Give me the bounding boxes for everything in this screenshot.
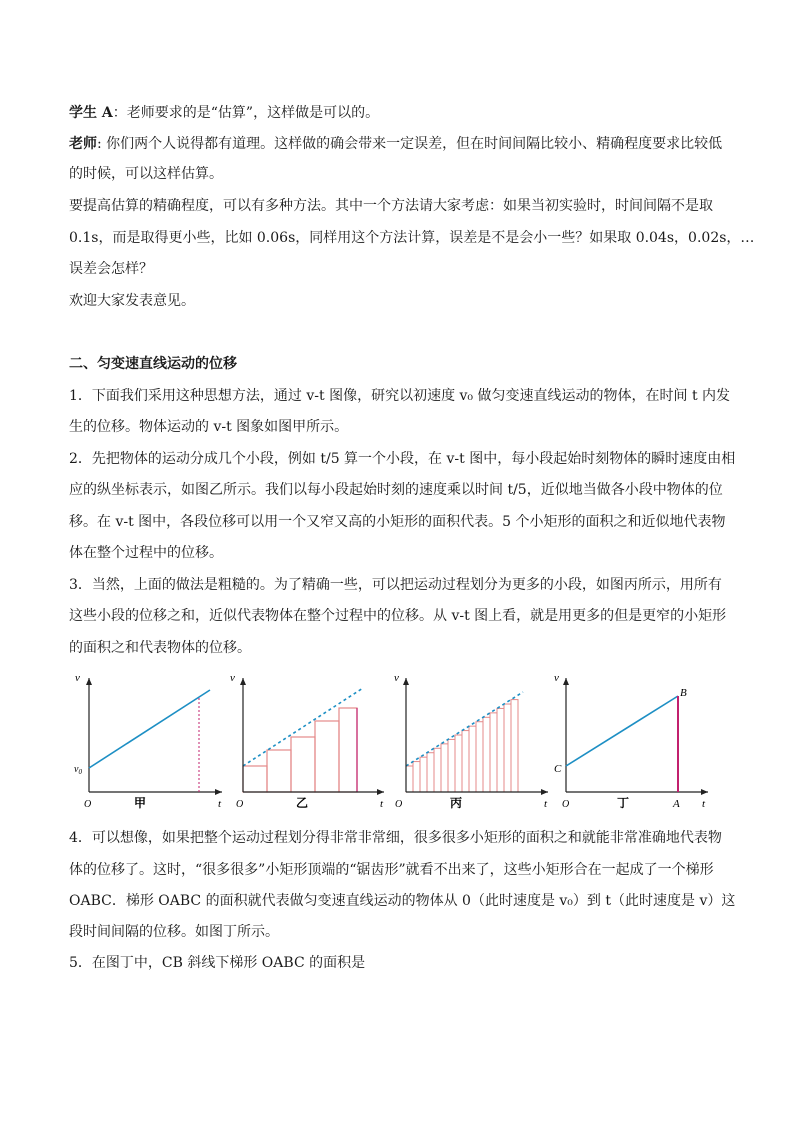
axis-label-v: v [75,672,80,684]
strip-rect [420,757,427,792]
intro-line-6: 误差会怎样？ [69,261,153,277]
figure-ding [552,666,714,816]
v0-label: $v_0$ [74,764,82,776]
intro-line-4: 要提高估算的精确程度，可以有多种方法。其中一个方法请大家考虑：如果当初实验时，时间间隔不是取 [69,198,713,214]
strip-rect [413,762,420,792]
strip-rect [504,704,511,792]
teacher-label: 老师 [69,136,97,152]
para2-line-2: 应的纵坐标表示，如图乙所示。我们以每小段起始时刻的速度乘以时间 t/5，近似地当做各小段中物体的位 [69,482,723,498]
axis-label-t: t [702,798,706,810]
origin-label: O [236,799,244,810]
intro-line-1: 学生 A：老师要求的是“估算”，这样做是可以的。 [69,105,380,121]
intro-line-2: 老师: 你们两个人说得都有道理。这样做的确会带来一定误差，但在时间间隔比较小、精确程度要求比较低 [69,136,723,152]
intro-line-3: 的时候，可以这样估算。 [69,166,223,182]
strip-rect [455,735,462,792]
axis-label-v: v [230,672,235,684]
strip-rect [462,731,469,792]
strip-rect [490,713,497,792]
point-b-label: B [680,687,687,699]
strip-rect [497,708,504,792]
figure-caption: 乙 [296,796,309,810]
origin-label: O [84,799,92,810]
strip-rect [434,748,441,792]
axis-label-v: v [554,672,559,684]
figure-caption: 丁 [617,796,630,810]
strip-rect [427,753,434,792]
axis-label-t: t [218,798,222,810]
origin-label: O [562,799,570,810]
para3-line-3: 的面积之和代表物体的位移。 [69,640,251,656]
para1-line-1: 1．下面我们采用这种思想方法，通过 v-t 图像，研究以初速度 v₀ 做匀变速直线运动的物体，在时间 t 内发 [69,388,731,404]
strip-rect [483,717,490,792]
intro-line-5: 0.1s，而是取得更小些，比如 0.06s，同样用这个方法计算，误差是不是会小一些？如果取 0.04s，0.02s，… [69,230,755,246]
speaker-a-label: 学生 A [69,105,113,121]
point-a-label: A [673,798,680,810]
point-c-label: C [554,763,562,775]
para4-line-4: 段时间间隔的位移。如图丁所示。 [69,924,279,940]
para4-line-1: 4．可以想像，如果把整个运动过程划分得非常非常细，很多很多小矩形的面积之和就能非常准确地代表物 [69,830,722,846]
origin-label: O [395,799,403,810]
figure-yi [228,666,390,816]
section-heading: 二、匀变速直线运动的位移 [69,356,237,372]
para4-line-3: OABC．梯形 OABC 的面积就代表做匀变速直线运动的物体从 0（此时速度是 v₀）到 t（此时速度是 v）这 [69,893,736,909]
para2-line-4: 体在整个过程中的位移。 [69,545,223,561]
strip-rect [511,700,518,792]
para1-line-2: 生的位移。物体运动的 v-t 图象如图甲所示。 [69,419,349,435]
axis-label-t: t [380,798,384,810]
figure-ding-graph [552,666,714,816]
strip-rect [469,726,476,792]
para4-line-2: 体的位移了。这时，“很多很多”小矩形顶端的“锯齿形”就看不出来了，这些小矩形合在一起成了一个梯形 [69,862,714,878]
strip-rect [441,744,448,792]
axis-label-t: t [544,798,548,810]
figure-yi-graph [228,666,390,816]
para2-line-1: 2．先把物体的运动分成几个小段，例如 t/5 算一个小段，在 v-t 图中，每小段起始时刻物体的瞬时速度由相 [69,451,736,467]
intro-line-7: 欢迎大家发表意见。 [69,293,195,309]
para2-line-3: 移。在 v-t 图中，各段位移可以用一个又窄又高的小矩形的面积代表。5 个小矩形的面积之和近似地代表物 [69,514,726,530]
axis-label-v: v [394,672,399,684]
figure-jia [70,666,228,816]
para5-line-1: 5．在图丁中，CB 斜线下梯形 OABC 的面积是 [69,955,366,971]
strip-rect [406,766,413,792]
para3-line-1: 3．当然，上面的做法是粗糙的。为了精确一些，可以把运动过程划分为更多的小段，如图丙所示，用所有 [69,577,722,593]
figure-caption: 丙 [450,796,463,810]
strip-rect [476,722,483,792]
figure-bing-graph [392,666,554,816]
para3-line-2: 这些小段的位移之和，近似代表物体在整个过程中的位移。从 v-t 图上看，就是用更多的但是更窄的小矩形 [69,608,727,624]
figure-caption: 甲 [134,796,147,810]
figure-bing [392,666,554,816]
strip-rect [448,739,455,792]
figure-jia-graph [70,666,228,816]
